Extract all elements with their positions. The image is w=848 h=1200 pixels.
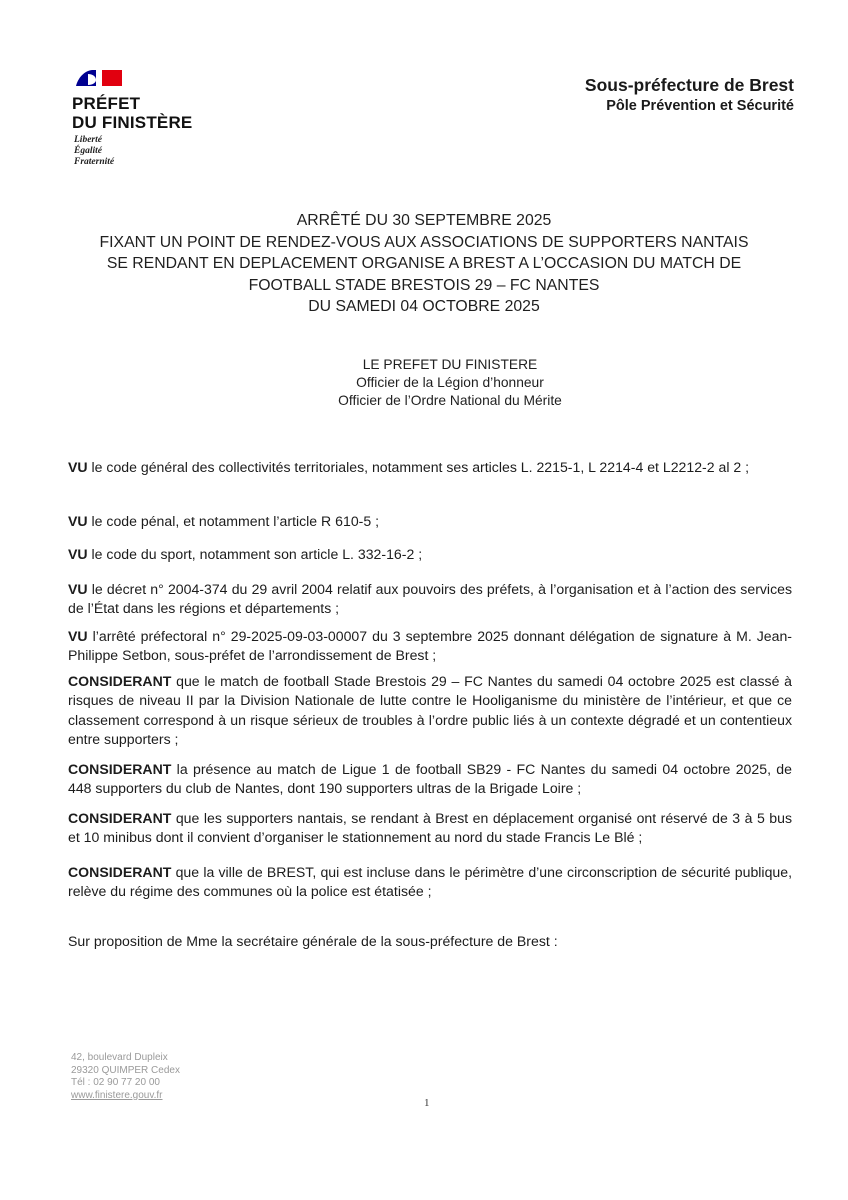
- decree-title-line: FOOTBALL STADE BRESTOIS 29 – FC NANTES: [248, 276, 600, 294]
- consideration-paragraph: [68, 760, 792, 799]
- recital-text: le code pénal, et notamment l’article R 610-5 ;: [87, 513, 380, 529]
- consideration-text: que le match de football Stade Brestois 29 – FC Nantes du samedi 04 octobre 2025 est classé à risques de niveau II par la Division Nationale de lutte contre le Hooliganisme du ministère de l’intérieur, et que ce classement correspond à un risque sérieux de troubles à l’ordre public liés à un contexte dégradé et un contentieux entre supporters ;: [68, 673, 792, 748]
- recital-keyword: VU: [68, 628, 88, 644]
- recital-paragraph: [68, 580, 792, 619]
- marianne-flag-icon: [74, 68, 124, 88]
- decree-title-line: SE RENDANT EN DEPLACEMENT ORGANISE A BREST A L’OCCASION DU MATCH DE: [106, 255, 742, 272]
- recital-keyword: VU: [68, 581, 88, 597]
- footer-address: [71, 1052, 180, 1102]
- issuing-office: [585, 74, 794, 116]
- recital-paragraph: [68, 458, 792, 477]
- subprefecture-name: Sous-préfecture de Brest: [584, 75, 794, 95]
- authority-line: Officier de l’Ordre National du Mérite: [338, 393, 562, 408]
- consideration-paragraph: [68, 672, 792, 750]
- authority-line: Officier de la Légion d’honneur: [356, 375, 544, 390]
- consideration-text: que la ville de BREST, qui est incluse dans le périmètre d’une circonscription de sécurité publique, relève du régime des communes où la police est étatisée ;: [68, 864, 792, 900]
- recital-text: le code général des collectivités territoriales, notamment ses articles L. 2215-1, L 2214-4 et L2212-2 al 2 ;: [87, 459, 750, 475]
- decree-title-line: ARRÊTÉ DU 30 SEPTEMBRE 2025: [296, 212, 552, 229]
- page-number: 1: [424, 1097, 430, 1109]
- prefect-title-line2: DU FINISTÈRE: [72, 113, 193, 132]
- recital-paragraph: [68, 512, 792, 531]
- recital-paragraph: [68, 545, 792, 564]
- department-name: Pôle Prévention et Sécurité: [606, 98, 794, 114]
- consideration-keyword: CONSIDERANT: [68, 673, 172, 689]
- consideration-keyword: CONSIDERANT: [68, 810, 172, 826]
- authority-block: [200, 356, 700, 410]
- proposal-text: Sur proposition de Mme la secrétaire générale de la sous-préfecture de Brest :: [68, 933, 558, 949]
- recital-keyword: VU: [68, 546, 88, 562]
- decree-title-line: FIXANT UN POINT DE RENDEZ-VOUS AUX ASSOCIATIONS DE SUPPORTERS NANTAIS: [99, 233, 749, 251]
- consideration-paragraph: [68, 863, 792, 902]
- motto-liberte: Liberté: [74, 135, 102, 145]
- authority-line: LE PREFET DU FINISTERE: [362, 357, 538, 372]
- consideration-text: que les supporters nantais, se rendant à Brest en déplacement organisé ont réservé de 3 à 5 bus et 10 minibus dont il convient d’organiser le stationnement au nord du stade Francis Le Blé ;: [68, 810, 792, 846]
- recital-keyword: VU: [68, 459, 88, 475]
- consideration-keyword: CONSIDERANT: [68, 761, 172, 777]
- decree-title-line: DU SAMEDI 04 OCTOBRE 2025: [308, 298, 540, 315]
- prefect-title-line1: PRÉFET: [72, 94, 141, 113]
- address-phone: Tél : 02 90 77 20 00: [71, 1077, 160, 1088]
- consideration-paragraph: [68, 809, 792, 848]
- consideration-text: la présence au match de Ligue 1 de football SB29 - FC Nantes du samedi 04 octobre 2025, de 448 supporters du club de Nantes, dont 190 supporters ultras de la Brigade Loire ;: [68, 761, 792, 797]
- website-link[interactable]: www.finistere.gouv.fr: [71, 1089, 163, 1101]
- address-street: 42, boulevard Dupleix: [71, 1052, 168, 1063]
- recital-paragraph: [68, 627, 792, 666]
- recital-text: l’arrêté préfectoral n° 29-2025-09-03-00007 du 3 septembre 2025 donnant délégation de signature à M. Jean-Philippe Setbon, sous-préfet de l’arrondissement de Brest ;: [68, 628, 792, 664]
- decree-title: [40, 210, 808, 318]
- recital-keyword: VU: [68, 513, 88, 529]
- motto-fraternite: Fraternité: [74, 157, 115, 167]
- address-city: 29320 QUIMPER Cedex: [71, 1064, 180, 1076]
- recital-text: le décret n° 2004-374 du 29 avril 2004 relatif aux pouvoirs des préfets, à l’organisation et à l’action des services de l’État dans les régions et départements ;: [68, 581, 792, 617]
- consideration-keyword: CONSIDERANT: [68, 864, 172, 880]
- recital-text: le code du sport, notamment son article L. 332-16-2 ;: [87, 546, 423, 562]
- republic-motto: [74, 135, 194, 168]
- proposal-paragraph: [68, 932, 792, 951]
- prefect-title: [72, 94, 272, 132]
- document-header: [0, 0, 848, 190]
- motto-egalite: Égalité: [74, 146, 102, 156]
